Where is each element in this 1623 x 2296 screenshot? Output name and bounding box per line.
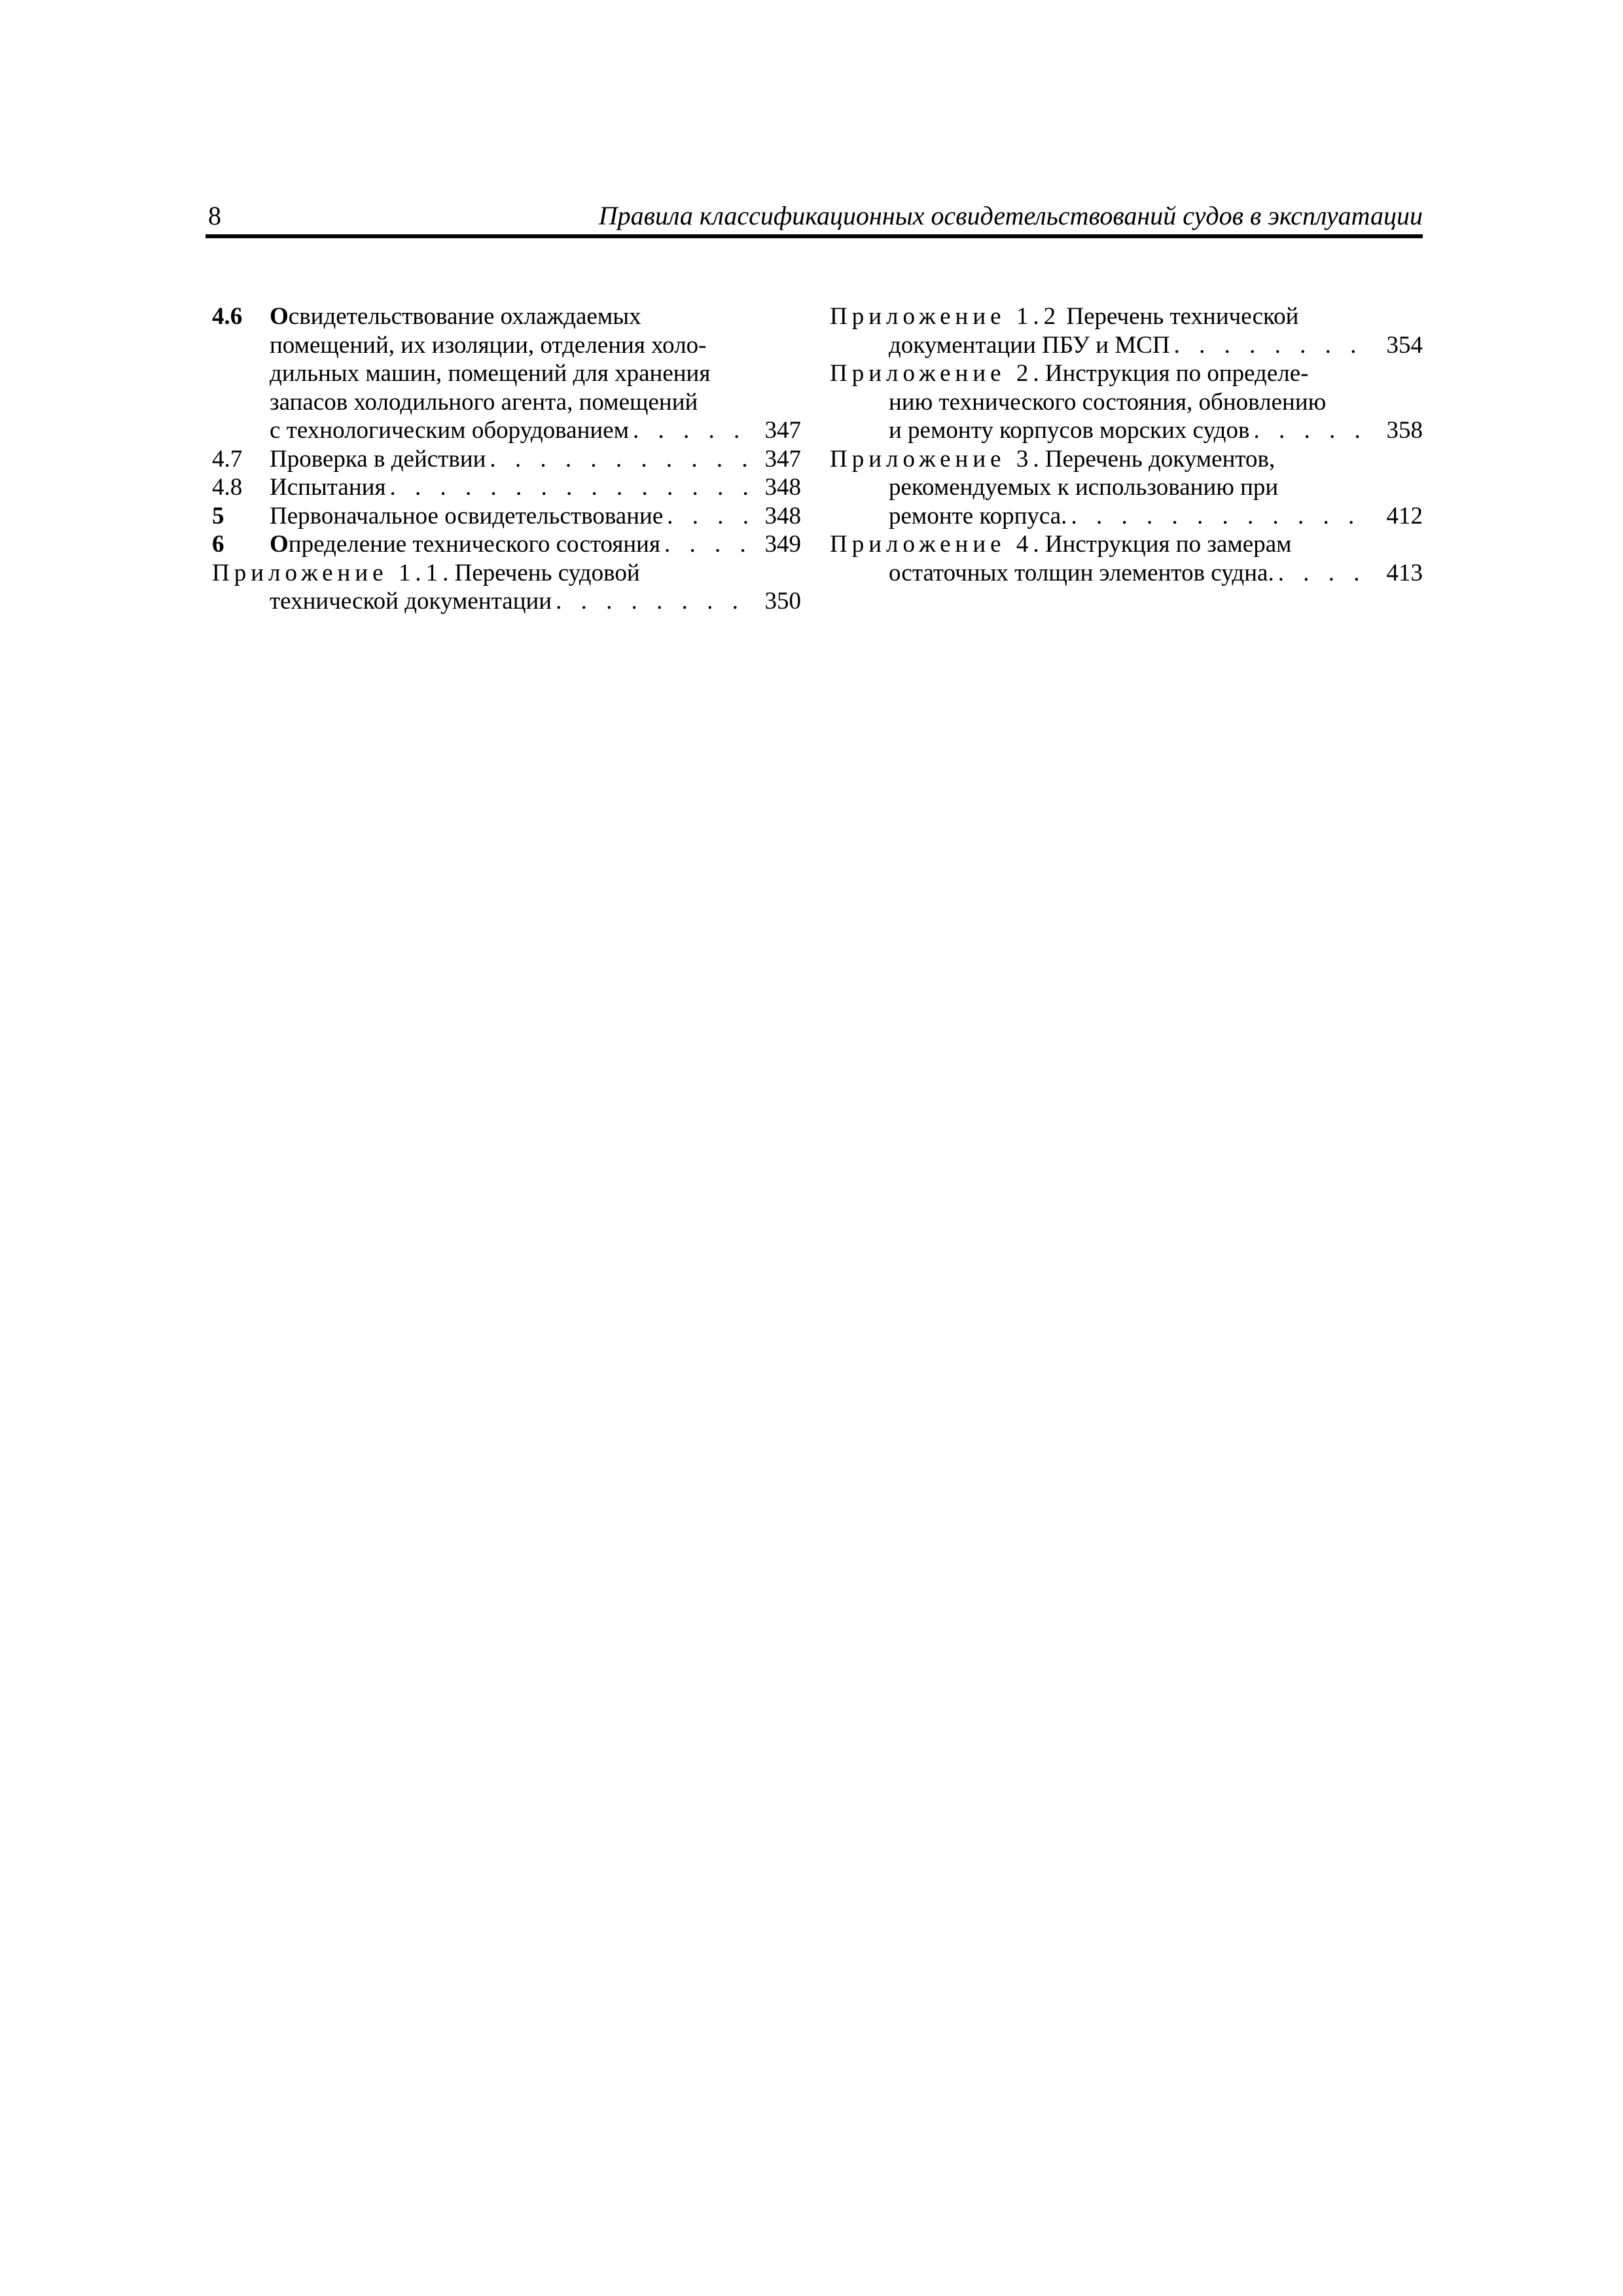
toc-entry-title-line: остаточных толщин элементов судна.	[889, 559, 1274, 586]
toc-entry-title-line: рекомендуемых к использованию при	[889, 474, 1279, 501]
toc-leader-dots	[663, 502, 749, 531]
toc-entry-title-line: дильных машин, помещений для хранения	[270, 360, 711, 387]
toc-entry-title-line: помещений, их изоляции, отделения холо-	[270, 331, 707, 359]
toc-left-column	[212, 302, 801, 616]
toc-entry-page: 348	[764, 502, 801, 529]
toc-entry	[830, 359, 1423, 445]
toc-leader-dots	[1067, 502, 1370, 531]
toc-entry-page: 358	[1386, 417, 1423, 444]
toc-entry-first-letter: О	[270, 531, 289, 558]
toc-leader-dots	[1249, 416, 1370, 445]
toc-entry	[212, 302, 801, 445]
toc-entry-title-line: . Перечень судовой	[442, 559, 640, 586]
toc-entry-title: пределение технического состояния	[288, 531, 660, 558]
toc-leader-dots	[385, 473, 749, 502]
appendix-lead: Приложение 1.1	[212, 559, 443, 586]
toc-entry	[212, 502, 801, 531]
toc-entry-number: 4.8	[212, 474, 243, 501]
toc-leader-dots	[486, 445, 749, 474]
toc-entry-title-line: . Перечень документов,	[1033, 445, 1275, 473]
toc-entry-title-line: Перечень технической	[1060, 303, 1299, 330]
toc-entry-number: 5	[212, 502, 224, 529]
toc-leader-dots	[1170, 331, 1370, 360]
toc-entry-title-line: документации ПБУ и МСП	[889, 331, 1170, 359]
toc-entry-title: Испытания	[270, 474, 386, 501]
appendix-lead: Приложение 2	[830, 360, 1033, 387]
toc-entry-page: 349	[764, 531, 801, 558]
toc-entry	[830, 445, 1423, 531]
toc-leader-dots	[660, 530, 749, 559]
toc-entry-page: 348	[764, 474, 801, 501]
page-number: 8	[208, 201, 221, 230]
toc-entry-title-line: технической документации	[270, 588, 552, 615]
toc-entry-title-line: . Инструкция по определе-	[1033, 360, 1309, 387]
toc-entry-title-line: с технологическим оборудованием	[270, 417, 630, 444]
toc-entry-title-line: ремонте корпуса.	[889, 502, 1067, 529]
toc-entry	[830, 302, 1423, 359]
appendix-lead: Приложение 1.2	[830, 303, 1061, 330]
toc-entry	[212, 445, 801, 474]
toc-entry	[830, 530, 1423, 587]
toc-entry-number: 4.6	[212, 303, 243, 330]
toc-entry-title-line: свидетельствование охлаждаемых	[288, 303, 641, 330]
appendix-lead: Приложение 3	[830, 445, 1033, 473]
toc-leader-dots	[552, 587, 749, 616]
appendix-lead: Приложение 4	[830, 531, 1033, 558]
toc-entry-number: 4.7	[212, 445, 243, 473]
toc-leader-dots	[629, 416, 749, 445]
toc-entry-number: 6	[212, 531, 224, 558]
toc-entry-title: Проверка в действии	[270, 445, 486, 473]
toc-leader-dots	[1274, 559, 1370, 588]
toc-entry-page: 354	[1386, 331, 1423, 359]
running-header	[205, 196, 1423, 238]
toc-entry-page: 350	[764, 588, 801, 615]
toc-entry-page: 412	[1386, 502, 1423, 529]
toc-entry	[212, 473, 801, 502]
toc-right-column	[830, 302, 1423, 587]
toc-entry	[212, 559, 801, 616]
toc-entry	[212, 530, 801, 559]
toc-entry-title-line: запасов холодильного агента, помещений	[270, 388, 698, 416]
toc-entry-page: 347	[764, 417, 801, 444]
toc-entry-page: 413	[1386, 559, 1423, 586]
toc-entry-title-line: . Инструкция по замерам	[1033, 531, 1292, 558]
toc-entry-page: 347	[764, 445, 801, 473]
toc-entry-title-line: нию технического состояния, обновлению	[889, 388, 1327, 416]
running-title: Правила классификационных освидетельствований судов в эксплуатации	[598, 201, 1423, 230]
toc-entry-title-line: и ремонту корпусов морских судов	[889, 417, 1250, 444]
toc-entry-title: Первоначальное освидетельствование	[270, 502, 664, 529]
toc-entry-first-letter: О	[270, 303, 289, 330]
